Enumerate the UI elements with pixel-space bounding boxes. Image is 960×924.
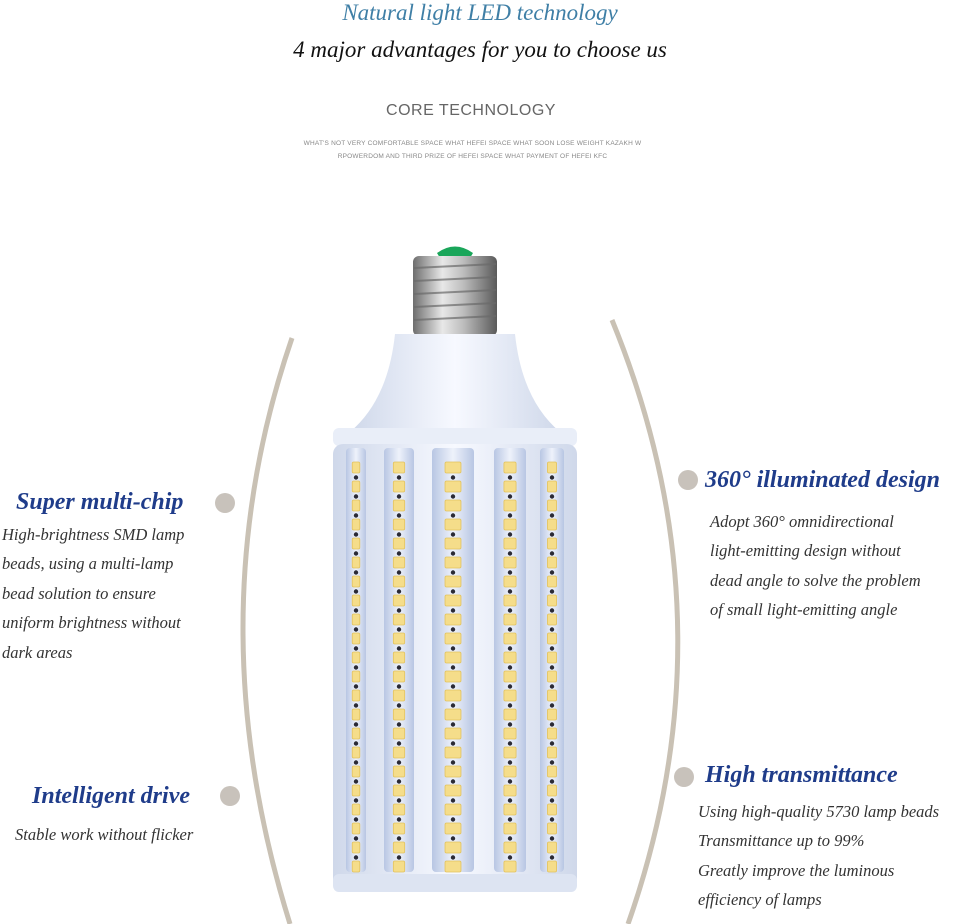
feature-title-intelligent-drive: Intelligent drive — [32, 783, 190, 809]
led-chip — [393, 652, 404, 663]
led-chip — [393, 614, 404, 625]
led-chip — [352, 690, 360, 701]
led-chip — [504, 671, 516, 682]
led-solder-dot — [508, 532, 512, 536]
header-subtitle: 4 major advantages for you to choose us — [293, 37, 667, 62]
feature-title-multi-chip: Super multi-chip — [16, 489, 184, 515]
led-chip — [393, 785, 404, 796]
led-chip — [547, 785, 556, 796]
feature-title-high-transmittance: High transmittance — [705, 762, 898, 788]
led-solder-dot — [451, 589, 455, 593]
led-chip — [547, 861, 556, 872]
led-solder-dot — [550, 741, 554, 745]
led-solder-dot — [354, 798, 358, 802]
led-chip — [504, 576, 516, 587]
led-solder-dot — [508, 646, 512, 650]
led-chip — [352, 842, 360, 853]
feature-line: Transmittance up to 99% — [698, 831, 865, 851]
led-chip — [445, 728, 461, 739]
led-solder-dot — [354, 855, 358, 859]
bullet-dot-multi-chip — [215, 493, 235, 513]
led-solder-dot — [354, 722, 358, 726]
led-solder-dot — [451, 551, 455, 555]
bullet-dot-intelligent — [220, 786, 240, 806]
led-chip — [445, 652, 461, 663]
led-chip — [504, 785, 516, 796]
led-solder-dot — [508, 513, 512, 517]
led-chip — [504, 538, 516, 549]
led-chip — [352, 861, 360, 872]
led-chip — [393, 728, 404, 739]
led-chip — [445, 823, 461, 834]
led-chip — [352, 614, 360, 625]
led-solder-dot — [508, 703, 512, 707]
led-solder-dot — [397, 665, 401, 669]
led-solder-dot — [550, 494, 554, 498]
led-chip — [352, 709, 360, 720]
led-solder-dot — [550, 627, 554, 631]
led-solder-dot — [451, 608, 455, 612]
led-chip — [445, 614, 461, 625]
led-solder-dot — [397, 855, 401, 859]
led-solder-dot — [550, 798, 554, 802]
led-chip — [547, 766, 556, 777]
led-solder-dot — [508, 855, 512, 859]
led-chip — [504, 652, 516, 663]
led-chip — [445, 766, 461, 777]
led-solder-dot — [397, 513, 401, 517]
led-solder-dot — [397, 570, 401, 574]
led-solder-dot — [550, 589, 554, 593]
led-solder-dot — [451, 532, 455, 536]
led-chip — [445, 804, 461, 815]
led-chip — [504, 519, 516, 530]
feature-title-360-illuminated: 360° illuminated design — [705, 467, 940, 493]
led-chip — [445, 538, 461, 549]
led-chip — [504, 861, 516, 872]
led-chip — [393, 823, 404, 834]
led-solder-dot — [451, 627, 455, 631]
led-chip — [352, 728, 360, 739]
led-solder-dot — [451, 855, 455, 859]
led-solder-dot — [354, 779, 358, 783]
led-chip — [547, 481, 556, 492]
led-chip — [445, 576, 461, 587]
led-chip — [504, 728, 516, 739]
led-chip — [445, 785, 461, 796]
led-chip — [352, 576, 360, 587]
led-solder-dot — [354, 665, 358, 669]
led-chip — [393, 576, 404, 587]
led-chip — [547, 576, 556, 587]
led-solder-dot — [397, 760, 401, 764]
led-solder-dot — [451, 494, 455, 498]
led-solder-dot — [508, 741, 512, 745]
led-solder-dot — [550, 703, 554, 707]
led-solder-dot — [508, 665, 512, 669]
left-arc — [243, 338, 292, 924]
led-chip — [504, 766, 516, 777]
led-solder-dot — [508, 798, 512, 802]
led-chip — [393, 462, 404, 473]
led-chip — [547, 747, 556, 758]
led-solder-dot — [354, 532, 358, 536]
core-desc-line: WHAT'S NOT VERY COMFORTABLE SPACE WHAT HEFEI SPACE WHAT SOON LOSE WEIGHT KAZAKH W — [303, 140, 642, 147]
led-solder-dot — [397, 475, 401, 479]
led-chip — [504, 595, 516, 606]
led-chip — [504, 500, 516, 511]
led-solder-dot — [397, 722, 401, 726]
core-desc-line: RPOWERDOM AND THIRD PRIZE OF HEFEI SPACE WHAT PAYMENT OF HEFEI KFC — [337, 153, 608, 160]
led-chip — [352, 595, 360, 606]
led-chip — [547, 538, 556, 549]
led-solder-dot — [550, 513, 554, 517]
led-solder-dot — [508, 589, 512, 593]
feature-line: Stable work without flicker — [15, 825, 194, 844]
led-chip — [547, 842, 556, 853]
led-chip — [504, 614, 516, 625]
led-solder-dot — [550, 855, 554, 859]
led-chip — [352, 747, 360, 758]
led-solder-dot — [354, 760, 358, 764]
led-chip — [352, 633, 360, 644]
bulb-base-ring — [333, 874, 577, 892]
led-solder-dot — [397, 684, 401, 688]
feature-line: Adopt 360° omnidirectional — [710, 512, 894, 531]
led-solder-dot — [550, 684, 554, 688]
feature-text-intelligent-drive — [15, 820, 193, 849]
led-solder-dot — [354, 513, 358, 517]
led-solder-dot — [550, 532, 554, 536]
led-chip — [352, 671, 360, 682]
led-chip — [393, 557, 404, 568]
led-solder-dot — [508, 817, 512, 821]
led-solder-dot — [550, 722, 554, 726]
led-solder-dot — [354, 608, 358, 612]
led-chip — [504, 633, 516, 644]
led-chip — [352, 519, 360, 530]
led-chip — [504, 462, 516, 473]
led-chip — [352, 462, 360, 473]
led-chip — [547, 557, 556, 568]
feature-line: of small light-emitting angle — [710, 600, 898, 620]
led-solder-dot — [451, 646, 455, 650]
feature-line: bead solution to ensure — [2, 583, 156, 603]
led-solder-dot — [397, 817, 401, 821]
led-solder-dot — [451, 722, 455, 726]
core-technology-title: CORE TECHNOLOGY — [386, 102, 556, 119]
led-solder-dot — [397, 798, 401, 802]
led-chip — [352, 804, 360, 815]
led-solder-dot — [397, 608, 401, 612]
led-solder-dot — [451, 798, 455, 802]
led-chip — [504, 709, 516, 720]
led-chip — [393, 671, 404, 682]
led-solder-dot — [550, 551, 554, 555]
led-solder-dot — [508, 475, 512, 479]
feature-text-high-transmittance — [698, 797, 939, 915]
led-chip — [445, 595, 461, 606]
led-chip — [393, 500, 404, 511]
led-solder-dot — [508, 627, 512, 631]
led-chip — [445, 690, 461, 701]
led-solder-dot — [451, 684, 455, 688]
led-solder-dot — [550, 836, 554, 840]
led-chip — [547, 804, 556, 815]
led-chip — [504, 823, 516, 834]
led-solder-dot — [397, 532, 401, 536]
feature-line: dead angle to solve the problem — [710, 570, 921, 590]
led-solder-dot — [354, 836, 358, 840]
led-chip — [445, 671, 461, 682]
led-chip — [352, 652, 360, 663]
feature-text-multi-chip — [2, 520, 184, 667]
led-chip — [504, 804, 516, 815]
led-solder-dot — [451, 760, 455, 764]
led-solder-dot — [550, 475, 554, 479]
led-chip — [504, 747, 516, 758]
led-solder-dot — [550, 608, 554, 612]
led-chip — [393, 861, 404, 872]
led-chip — [393, 709, 404, 720]
led-solder-dot — [354, 589, 358, 593]
feature-line: efficiency of lamps — [698, 890, 822, 910]
led-chip — [352, 766, 360, 777]
led-chip — [504, 842, 516, 853]
led-chip — [445, 709, 461, 720]
led-chip — [547, 614, 556, 625]
led-chip — [445, 462, 461, 473]
led-solder-dot — [354, 494, 358, 498]
feature-line: Greatly improve the luminous — [698, 860, 895, 880]
led-chip — [547, 728, 556, 739]
led-solder-dot — [354, 570, 358, 574]
feature-line: Using high-quality 5730 lamp beads — [698, 802, 940, 821]
led-solder-dot — [508, 551, 512, 555]
led-chip — [547, 709, 556, 720]
led-chip — [547, 519, 556, 530]
led-chip — [445, 842, 461, 853]
led-chip — [547, 652, 556, 663]
led-chip — [393, 538, 404, 549]
bulb-collar — [333, 428, 577, 446]
led-solder-dot — [550, 665, 554, 669]
led-chip — [352, 557, 360, 568]
bullet-dot-illuminated — [678, 470, 698, 490]
led-solder-dot — [550, 817, 554, 821]
led-solder-dot — [451, 570, 455, 574]
led-solder-dot — [397, 836, 401, 840]
led-solder-dot — [451, 817, 455, 821]
led-solder-dot — [508, 494, 512, 498]
led-chip — [393, 842, 404, 853]
led-chip — [445, 557, 461, 568]
led-chip — [393, 481, 404, 492]
led-solder-dot — [354, 817, 358, 821]
led-solder-dot — [508, 779, 512, 783]
led-solder-dot — [354, 646, 358, 650]
led-chip — [393, 690, 404, 701]
led-chip — [445, 481, 461, 492]
led-solder-dot — [550, 779, 554, 783]
led-chip — [445, 519, 461, 530]
led-solder-dot — [451, 513, 455, 517]
led-solder-dot — [354, 703, 358, 707]
bullet-dot-transmittance — [674, 767, 694, 787]
led-chip — [352, 481, 360, 492]
led-solder-dot — [550, 760, 554, 764]
led-solder-dot — [397, 646, 401, 650]
led-chip — [547, 500, 556, 511]
feature-line: light-emitting design without — [710, 541, 901, 561]
led-chip — [393, 633, 404, 644]
led-chip — [445, 861, 461, 872]
led-solder-dot — [550, 646, 554, 650]
led-chip — [393, 595, 404, 606]
led-solder-dot — [397, 741, 401, 745]
led-solder-dot — [451, 741, 455, 745]
led-solder-dot — [508, 608, 512, 612]
led-solder-dot — [397, 703, 401, 707]
feature-line: High-brightness SMD lamp — [2, 525, 185, 544]
led-solder-dot — [354, 627, 358, 631]
led-solder-dot — [508, 836, 512, 840]
led-chip — [352, 500, 360, 511]
led-solder-dot — [508, 684, 512, 688]
led-chip — [393, 766, 404, 777]
led-chip — [445, 500, 461, 511]
led-chip — [393, 804, 404, 815]
led-solder-dot — [397, 627, 401, 631]
feature-line: dark areas — [2, 642, 73, 662]
led-solder-dot — [508, 570, 512, 574]
led-chip — [547, 633, 556, 644]
led-chip — [504, 690, 516, 701]
led-chip — [547, 823, 556, 834]
led-solder-dot — [354, 741, 358, 745]
led-chip — [352, 785, 360, 796]
led-chip — [445, 633, 461, 644]
led-chip — [352, 823, 360, 834]
led-solder-dot — [451, 475, 455, 479]
led-solder-dot — [451, 836, 455, 840]
led-solder-dot — [397, 589, 401, 593]
led-chip — [504, 557, 516, 568]
feature-text-360-illuminated — [710, 507, 921, 625]
led-solder-dot — [550, 570, 554, 574]
led-chip — [352, 538, 360, 549]
led-solder-dot — [354, 475, 358, 479]
led-chip — [547, 462, 556, 473]
led-solder-dot — [508, 722, 512, 726]
led-chip — [547, 690, 556, 701]
led-chip — [547, 671, 556, 682]
led-chip — [445, 747, 461, 758]
led-chip — [393, 747, 404, 758]
right-arc — [612, 320, 678, 924]
header-title: Natural light LED technology — [342, 0, 618, 25]
led-solder-dot — [397, 779, 401, 783]
led-solder-dot — [451, 779, 455, 783]
led-solder-dot — [451, 703, 455, 707]
feature-line: uniform brightness without — [2, 613, 181, 633]
led-solder-dot — [354, 684, 358, 688]
led-solder-dot — [451, 665, 455, 669]
led-solder-dot — [354, 551, 358, 555]
led-chip — [393, 519, 404, 530]
led-chip — [547, 595, 556, 606]
led-solder-dot — [397, 551, 401, 555]
bulb-neck — [350, 334, 560, 432]
led-solder-dot — [397, 494, 401, 498]
led-chip — [504, 481, 516, 492]
led-solder-dot — [508, 760, 512, 764]
feature-line: beads, using a multi-lamp — [2, 554, 174, 574]
